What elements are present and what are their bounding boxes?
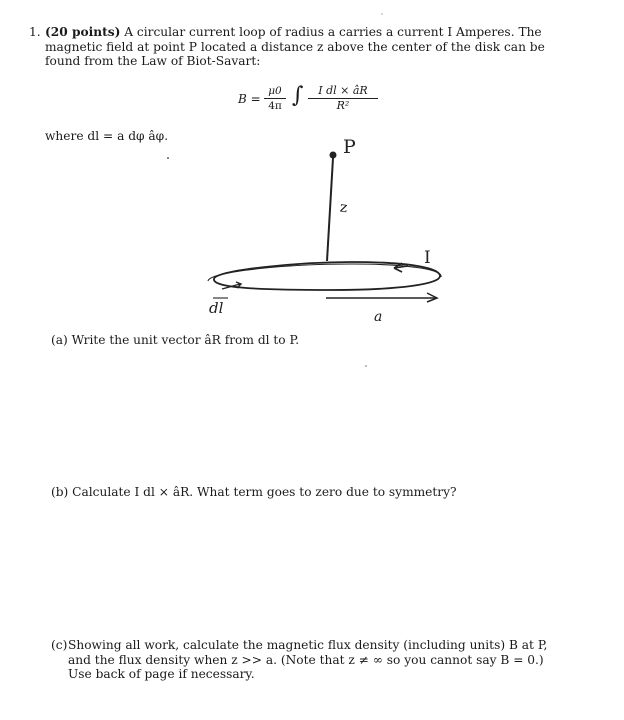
dl-label: dl <box>209 299 224 317</box>
formula-constant-denominator: 4π <box>268 100 282 112</box>
problem-intro-text: A circular current loop of radius a carries a current I Amperes. The magnetic field at point P located a distance z above the center of the disk can be found from the Law of Biot-Savart: <box>45 25 545 69</box>
formula-integral-sign: ∫ <box>292 83 304 108</box>
problem-number: 1. <box>29 25 41 39</box>
part-c-question <box>51 638 551 682</box>
part-a-question: (a) Write the unit vector âR from dl to P. <box>51 333 300 347</box>
formula-lhs: B = <box>238 92 261 106</box>
point-p-label: P <box>343 136 356 158</box>
part-b-question: (b) Calculate I dl × âR. What term goes to zero due to symmetry? <box>51 485 457 499</box>
point-p-dot <box>330 152 337 159</box>
stray-mark-3 <box>381 13 382 14</box>
problem-points: (20 points) <box>45 25 121 39</box>
part-c-text: Showing all work, calculate the magnetic flux density (including units) B at P, and the flux density when z >> a. (Note that z ≠ ∞ so you cannot say B = 0.) Use back of page if necessary. <box>68 638 548 682</box>
formula-integrand-numerator: I dl × âR <box>318 84 368 97</box>
radius-label: a <box>374 309 383 325</box>
part-c-label: (c) <box>51 638 68 652</box>
stray-mark-2 <box>365 365 366 366</box>
current-label: I <box>424 248 431 268</box>
formula-integrand-denominator: R² <box>336 99 350 112</box>
z-label: z <box>338 199 349 217</box>
formula-constant-numerator: μ0 <box>268 85 282 97</box>
where-definition: where dl = a dφ âφ. <box>45 129 169 143</box>
stray-mark <box>167 157 169 159</box>
z-axis-line <box>327 158 333 261</box>
